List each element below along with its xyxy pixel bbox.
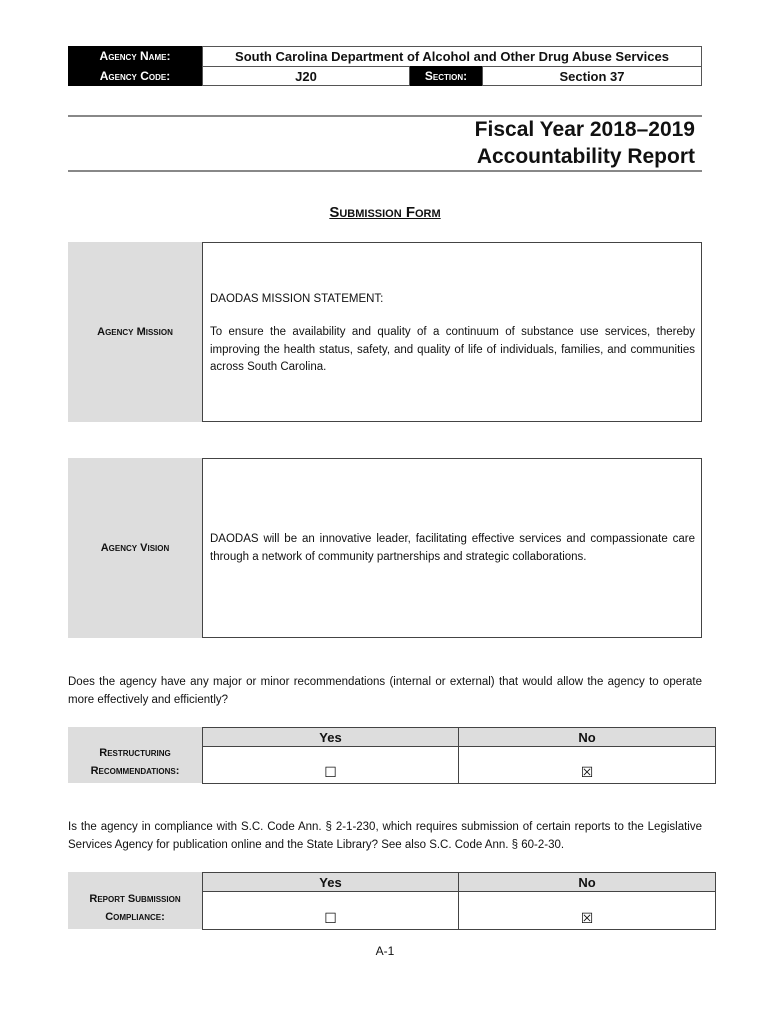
restructuring-question: Does the agency have any major or minor recommendations (internal or external) that would allow the agency to operate more effectively and efficiently? <box>68 676 702 706</box>
form-title: Submission Form <box>329 204 441 221</box>
compliance-label-line2: Compliance: <box>105 910 165 923</box>
mission-box <box>202 242 702 422</box>
restructuring-no-checkbox[interactable]: ☒ <box>458 746 716 784</box>
compliance-label-line1: Report Submission <box>89 892 181 905</box>
page-number: A-1 <box>375 944 395 958</box>
no-header: No <box>458 727 716 747</box>
vision-label: Agency Vision <box>68 458 202 638</box>
restructuring-label-line1: Restructuring <box>99 747 171 759</box>
divider <box>68 115 702 117</box>
restructuring-yes-checkbox[interactable]: ☐ <box>202 746 459 784</box>
report-title-line1: Fiscal Year 2018–2019 <box>474 118 695 141</box>
yes-header: Yes <box>202 727 459 747</box>
agency-name: South Carolina Department of Alcohol and Other Drug Abuse Services <box>202 46 702 67</box>
agency-code-label: Agency Code: <box>68 66 202 86</box>
section-label: Section: <box>410 66 482 86</box>
report-title-line2: Accountability Report <box>476 145 695 168</box>
agency-code: J20 <box>202 66 410 86</box>
mission-label: Agency Mission <box>68 242 202 422</box>
compliance-yes-checkbox[interactable]: ☐ <box>202 891 459 930</box>
no-header: No <box>458 872 716 892</box>
mission-text: To ensure the availability and quality of a continuum of substance use services, thereby improving the health status, safety, and quality of life of individuals, families, and communities across South Carolina. <box>210 326 695 373</box>
divider <box>68 170 702 172</box>
vision-text: DAODAS will be an innovative leader, facilitating effective services and compassionate care through a network of community partnerships and strategic collaborations. <box>210 533 695 563</box>
mission-heading: DAODAS MISSION STATEMENT: <box>210 293 384 305</box>
vision-box <box>202 458 702 638</box>
yes-header: Yes <box>202 872 459 892</box>
restructuring-label-line2: Recommendations: <box>90 765 180 777</box>
section-value: Section 37 <box>482 66 702 86</box>
compliance-question: Is the agency in compliance with S.C. Code Ann. § 2-1-230, which requires submission of certain reports to the Legislative Services Agency for publication online and the State Library? See also S.C. Code Ann. § 60-2-30. <box>68 821 702 851</box>
compliance-no-checkbox[interactable]: ☒ <box>458 891 716 930</box>
restructuring-label <box>68 727 202 783</box>
compliance-label <box>68 872 202 929</box>
agency-name-label: Agency Name: <box>68 46 202 66</box>
